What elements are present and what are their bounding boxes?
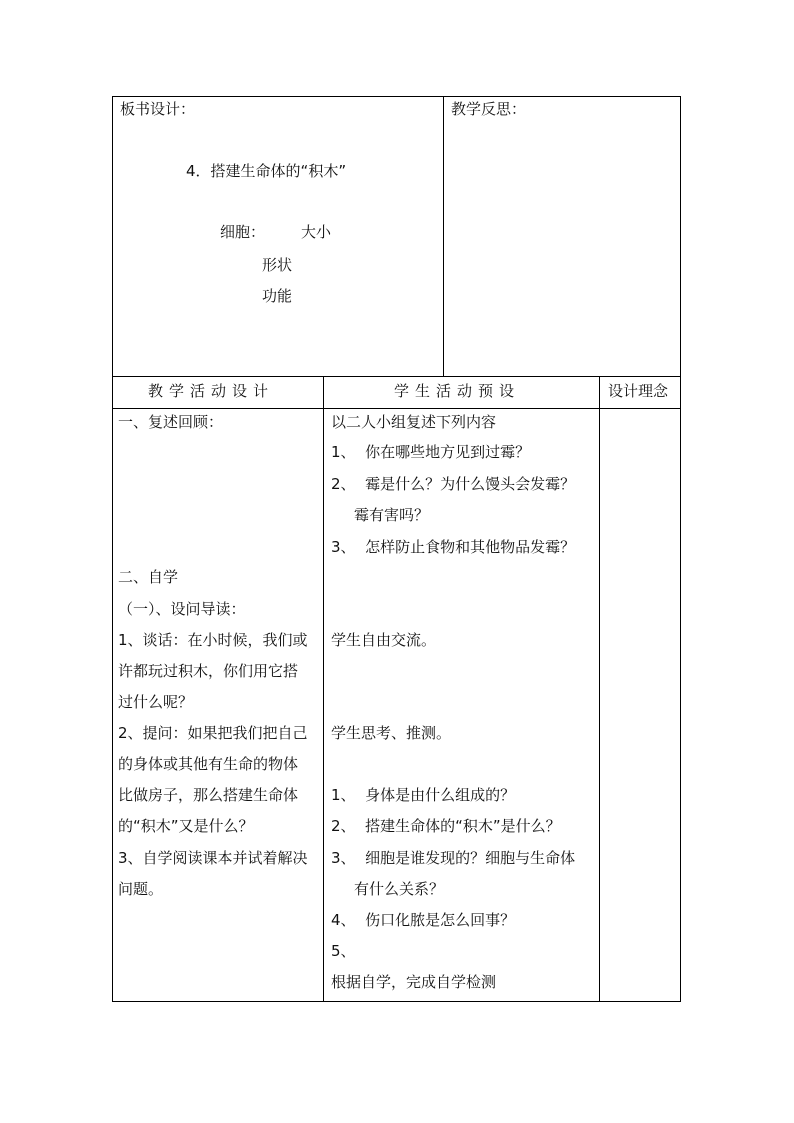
board-item-function: 功能	[262, 287, 293, 305]
divider-header-row	[112, 408, 681, 409]
student-free-exchange: 学生自由交流。	[331, 631, 437, 649]
divider-col-2	[599, 377, 600, 1002]
student-s3b: 有什么关系？	[354, 880, 445, 898]
divider-top-section	[112, 376, 681, 377]
teacher-review: 一、复述回顾：	[118, 413, 224, 431]
student-s3: 3、 细胞是谁发现的？细胞与生命体	[331, 849, 576, 867]
divider-col-1	[323, 377, 324, 1002]
teacher-q2-line1: 2、提问：如果把我们把自己	[118, 724, 308, 742]
header-student-activity: 学生活动预设	[394, 382, 521, 400]
header-design-concept: 设计理念	[608, 382, 669, 400]
teacher-self-study: 二、自学	[118, 568, 179, 586]
student-think: 学生思考、推测。	[331, 724, 452, 742]
board-cell-label: 细胞：	[220, 223, 266, 241]
student-s1: 1、 身体是由什么组成的？	[331, 786, 516, 804]
divider-top-middle	[443, 96, 444, 377]
teacher-q2-line3: 比做房子，那么搭建生命体	[118, 786, 299, 804]
teacher-q1-line1: 1、谈话：在小时候，我们或	[118, 631, 308, 649]
teacher-q2-line4: 的“积木”又是什么？	[118, 817, 254, 835]
student-intro: 以二人小组复述下列内容	[331, 413, 497, 431]
teacher-q1-line2: 许都玩过积木，你们用它搭	[118, 662, 299, 680]
student-s2: 2、 搭建生命体的“积木”是什么？	[331, 817, 561, 835]
board-heading: 4．搭建生命体的“积木”	[186, 162, 347, 180]
board-item-shape: 形状	[262, 256, 293, 274]
board-item-size: 大小	[301, 223, 332, 241]
teacher-q3-line2: 问题。	[118, 880, 164, 898]
student-r2b: 霉有害吗？	[354, 506, 430, 524]
board-label: 板书设计：	[120, 100, 196, 118]
teacher-guide: （一）、设问导读：	[118, 600, 246, 618]
student-s5: 5、	[331, 942, 356, 960]
teacher-q3-line1: 3、自学阅读课本并试着解决	[118, 849, 308, 867]
teacher-q1-line3: 过什么呢？	[118, 693, 194, 711]
teacher-q2-line2: 的身体或其他有生命的物体	[118, 755, 299, 773]
student-r1: 1、 你在哪些地方见到过霉？	[331, 443, 531, 461]
header-teacher-activity: 教学活动设计	[148, 382, 275, 400]
reflection-label: 教学反思：	[451, 100, 527, 118]
student-self-check: 根据自学，完成自学检测	[331, 973, 497, 991]
student-s4: 4、 伤口化脓是怎么回事？	[331, 911, 516, 929]
student-r2: 2、 霉是什么？为什么馒头会发霉？	[331, 475, 576, 493]
student-r3: 3、 怎样防止食物和其他物品发霉？	[331, 538, 576, 556]
